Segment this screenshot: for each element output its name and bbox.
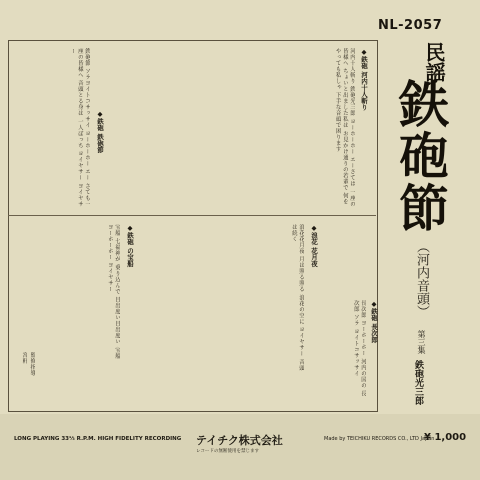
album-title: 鉄砲節 (391, 78, 450, 234)
credit-role: 監修指導 (29, 352, 36, 376)
catalog-number: NL-2057 (378, 18, 443, 33)
credit-name: 宮軒 (21, 352, 28, 364)
title-prefix: 民謡 (422, 42, 446, 82)
section-text: 浪花花月夜 月は照る照る 浪花の空に ヨイヤサー 音頭は続く (290, 224, 304, 372)
section-header: ◆鉄砲 長次郎 (370, 300, 378, 343)
section-text: 河内十人斬り 鉄砲光三郎 ヨーホーホー エーさては 一座の皆様へ ちょいと出ました私は お見かけ通りの若輩で 何をやっても私しゃ 下手な音頭で困ります (334, 48, 355, 208)
price: ¥ 1,000 (424, 432, 467, 443)
manufacturer: Made by TEICHIKU RECORDS CO., LTD Japan (324, 436, 435, 442)
section-header: ◆鉄砲 鉄砲節 (96, 110, 104, 153)
section-header: ◆鉄砲 河内十人斬り (360, 48, 368, 111)
footer-band (0, 414, 480, 480)
album-subtitle: （河内音頭） (414, 240, 429, 318)
section-header: ◆鉄砲 の宝船 (126, 224, 134, 267)
lp-text: LONG PLAYING 33⅓ R.P.M. HIGH FIDELITY RECORDING (14, 436, 182, 442)
company-name: テイチク株式会社 (196, 434, 283, 447)
mid-rule (8, 215, 376, 216)
section-text: 長次郎 ヨーホーホー 河内の国の 長次郎 ソラ ヨイトコサッサイ (352, 300, 366, 397)
series-label: 第三集 (417, 330, 426, 354)
section-text: 宝船 七福神が 乗り込んで 目出度い目出度い 宝船 ヨーホーホー ヨイヤサー (106, 224, 120, 360)
section-header: ◆浪花 花月夜 (310, 224, 318, 267)
section-text: 鉄砲節 ソラヨイトコサッサイ ヨーホーホー エー さても一座の皆様へ 音頭とる身は 一人ぼっち ヨイヤサー ヨイヤサー (69, 48, 90, 208)
footer-note: レコードの無断使用を禁じます (196, 449, 259, 454)
performer-name: 鉄砲光三郎 (413, 360, 423, 405)
